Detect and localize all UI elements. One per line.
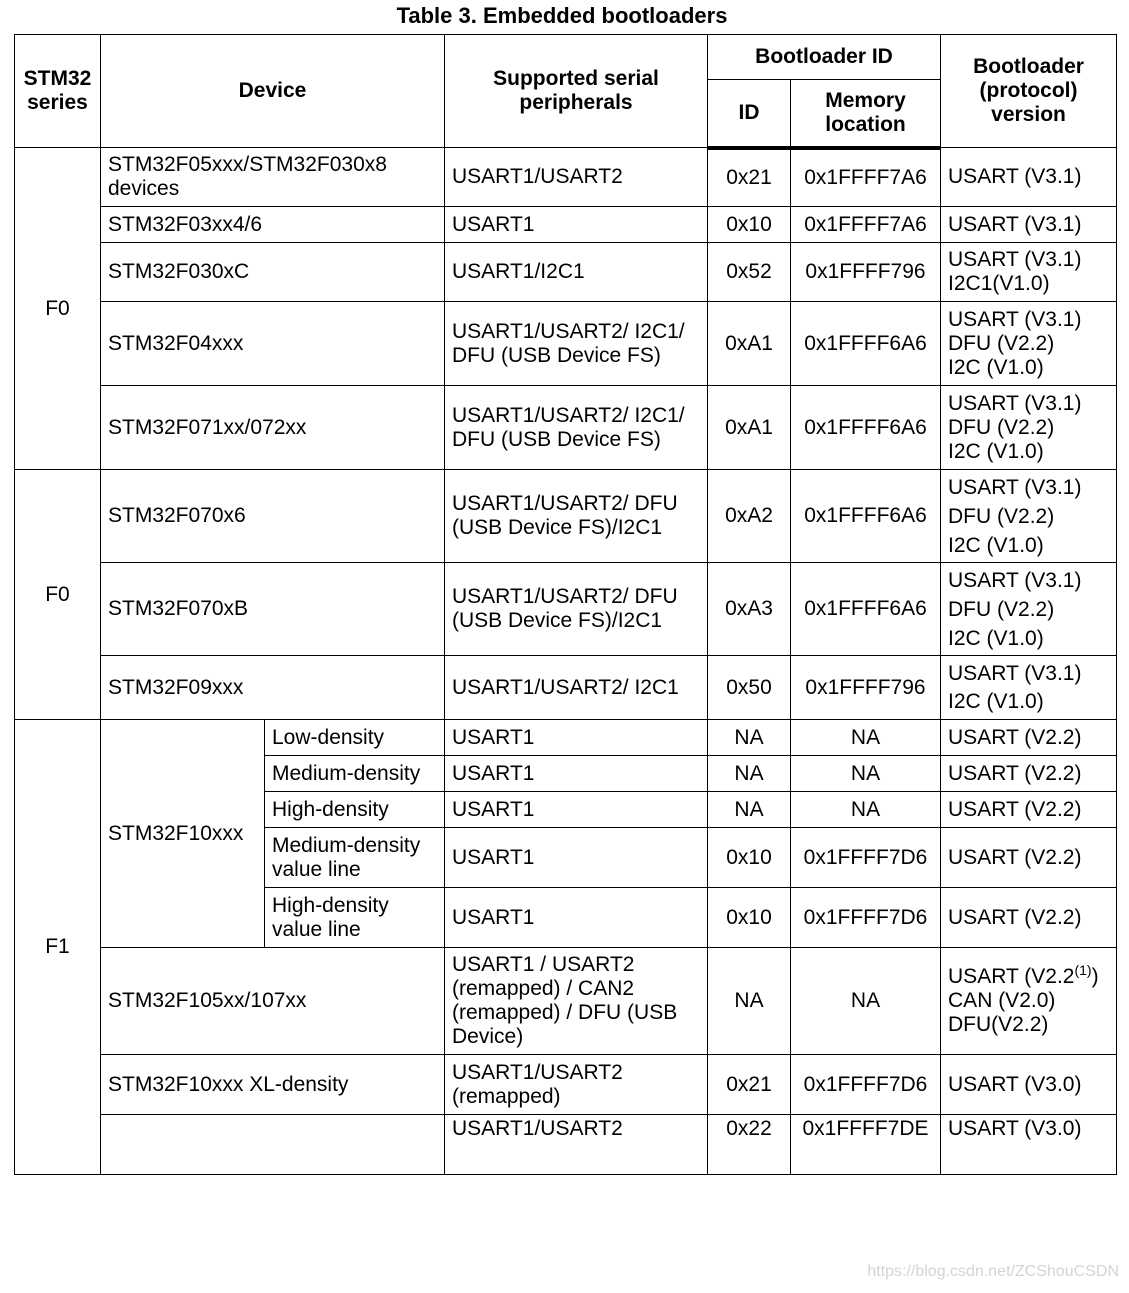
table-row [15, 207, 1117, 243]
header-bootloader-id: Bootloader ID [708, 35, 941, 80]
version-cell: USART (V3.1) [941, 148, 1117, 207]
header-version: Bootloader (protocol) version [941, 35, 1117, 148]
memory-cell: NA [791, 756, 941, 792]
version-cell: USART (V2.2) [941, 828, 1117, 888]
memory-cell: NA [791, 720, 941, 756]
id-cell: 0x21 [708, 148, 791, 207]
memory-cell: 0x1FFFF7D6 [791, 888, 941, 948]
device-cell: STM32F05xxx/STM32F030x8 devices [101, 148, 445, 207]
header-series: STM32 series [15, 35, 101, 148]
device-cell: STM32F071xx/072xx [101, 386, 445, 470]
density-cell: Medium-density [265, 756, 445, 792]
peripherals-cell: USART1/USART2/ DFU (USB Device FS)/I2C1 [445, 470, 708, 563]
version-cell: USART (V3.1) I2C1(V1.0) [941, 243, 1117, 302]
density-cell: Medium-density value line [265, 828, 445, 888]
peripherals-cell: USART1/USART2/ I2C1/ DFU (USB Device FS) [445, 386, 708, 470]
device-cell: STM32F105xx/107xx [101, 948, 445, 1055]
version-text: ) CAN (V2.0) DFU(V2.2) [948, 965, 1099, 1036]
table-row [15, 470, 1117, 563]
series-cell: F0 [15, 148, 101, 470]
memory-cell: 0x1FFFF796 [791, 656, 941, 720]
id-cell: 0xA2 [708, 470, 791, 563]
version-cell: USART (V3.0) [941, 1055, 1117, 1115]
memory-cell: 0x1FFFF7DE [791, 1115, 941, 1175]
peripherals-cell: USART1/USART2 (remapped) [445, 1055, 708, 1115]
id-cell: 0xA1 [708, 302, 791, 386]
id-cell: NA [708, 792, 791, 828]
peripherals-cell: USART1 [445, 756, 708, 792]
peripherals-cell: USART1/USART2/ I2C1/ DFU (USB Device FS) [445, 302, 708, 386]
table-row [15, 148, 1117, 207]
density-cell: High-density [265, 792, 445, 828]
version-cell: USART (V2.2) [941, 756, 1117, 792]
device-cell: STM32F10xxx [101, 720, 265, 948]
memory-cell: 0x1FFFF6A6 [791, 563, 941, 656]
version-cell: USART (V2.2) [941, 888, 1117, 948]
series-cell: F0 [15, 470, 101, 720]
version-cell: USART (V3.1) DFU (V2.2) I2C (V1.0) [941, 386, 1117, 470]
version-cell [941, 948, 1117, 1055]
device-cell [101, 1115, 445, 1175]
version-cell: USART (V3.1) DFU (V2.2) I2C (V1.0) [941, 563, 1117, 656]
id-cell: 0x52 [708, 243, 791, 302]
memory-cell: 0x1FFFF7D6 [791, 1055, 941, 1115]
memory-cell: 0x1FFFF7D6 [791, 828, 941, 888]
peripherals-cell: USART1/USART2/ I2C1 [445, 656, 708, 720]
version-text: USART (V2.2 [948, 965, 1075, 988]
density-cell: High-density value line [265, 888, 445, 948]
table-row [15, 656, 1117, 720]
peripherals-cell: USART1 [445, 888, 708, 948]
table-row [15, 948, 1117, 1055]
id-cell: 0x50 [708, 656, 791, 720]
version-cell: USART (V3.0) [941, 1115, 1117, 1175]
peripherals-cell: USART1 / USART2 (remapped) / CAN2 (remapped) / DFU (USB Device) [445, 948, 708, 1055]
device-cell: STM32F070x6 [101, 470, 445, 563]
peripherals-cell: USART1/USART2 [445, 1115, 708, 1175]
device-cell: STM32F03xx4/6 [101, 207, 445, 243]
id-cell: 0x10 [708, 828, 791, 888]
memory-cell: NA [791, 792, 941, 828]
table-row [15, 1055, 1117, 1115]
memory-cell: NA [791, 948, 941, 1055]
bootloader-table [14, 34, 1117, 1175]
peripherals-cell: USART1 [445, 720, 708, 756]
peripherals-cell: USART1/USART2/ DFU (USB Device FS)/I2C1 [445, 563, 708, 656]
table-row [15, 563, 1117, 656]
peripherals-cell: USART1/USART2 [445, 148, 708, 207]
memory-cell: 0x1FFFF7A6 [791, 148, 941, 207]
peripherals-cell: USART1/I2C1 [445, 243, 708, 302]
memory-cell: 0x1FFFF6A6 [791, 470, 941, 563]
device-cell: STM32F070xB [101, 563, 445, 656]
device-cell: STM32F04xxx [101, 302, 445, 386]
memory-cell: 0x1FFFF6A6 [791, 302, 941, 386]
memory-cell: 0x1FFFF796 [791, 243, 941, 302]
version-cell: USART (V3.1) [941, 207, 1117, 243]
id-cell: 0x10 [708, 888, 791, 948]
header-peripherals: Supported serial peripherals [445, 35, 708, 148]
id-cell: NA [708, 720, 791, 756]
version-cell: USART (V3.1) I2C (V1.0) [941, 656, 1117, 720]
version-cell: USART (V2.2) [941, 720, 1117, 756]
id-cell: NA [708, 948, 791, 1055]
id-cell: 0x22 [708, 1115, 791, 1175]
series-cell: F1 [15, 720, 101, 1175]
peripherals-cell: USART1 [445, 792, 708, 828]
header-memory: Memory location [791, 80, 941, 148]
id-cell: NA [708, 756, 791, 792]
version-cell: USART (V2.2) [941, 792, 1117, 828]
table-title: Table 3. Embedded bootloaders [396, 3, 728, 28]
peripherals-cell: USART1 [445, 828, 708, 888]
header-id: ID [708, 80, 791, 148]
id-cell: 0x10 [708, 207, 791, 243]
memory-cell: 0x1FFFF6A6 [791, 386, 941, 470]
id-cell: 0xA1 [708, 386, 791, 470]
header-device: Device [101, 35, 445, 148]
table-row [15, 1115, 1117, 1175]
version-cell: USART (V3.1) DFU (V2.2) I2C (V1.0) [941, 470, 1117, 563]
device-cell: STM32F030xC [101, 243, 445, 302]
table-row [15, 243, 1117, 302]
device-cell: STM32F10xxx XL-density [101, 1055, 445, 1115]
table-row [15, 720, 1117, 756]
device-cell: STM32F09xxx [101, 656, 445, 720]
watermark: https://blog.csdn.net/ZCShouCSDN [867, 1263, 1119, 1280]
footnote-ref: (1) [1074, 962, 1092, 978]
table-row [15, 386, 1117, 470]
version-cell: USART (V3.1) DFU (V2.2) I2C (V1.0) [941, 302, 1117, 386]
table-row [15, 302, 1117, 386]
peripherals-cell: USART1 [445, 207, 708, 243]
density-cell: Low-density [265, 720, 445, 756]
id-cell: 0xA3 [708, 563, 791, 656]
id-cell: 0x21 [708, 1055, 791, 1115]
memory-cell: 0x1FFFF7A6 [791, 207, 941, 243]
